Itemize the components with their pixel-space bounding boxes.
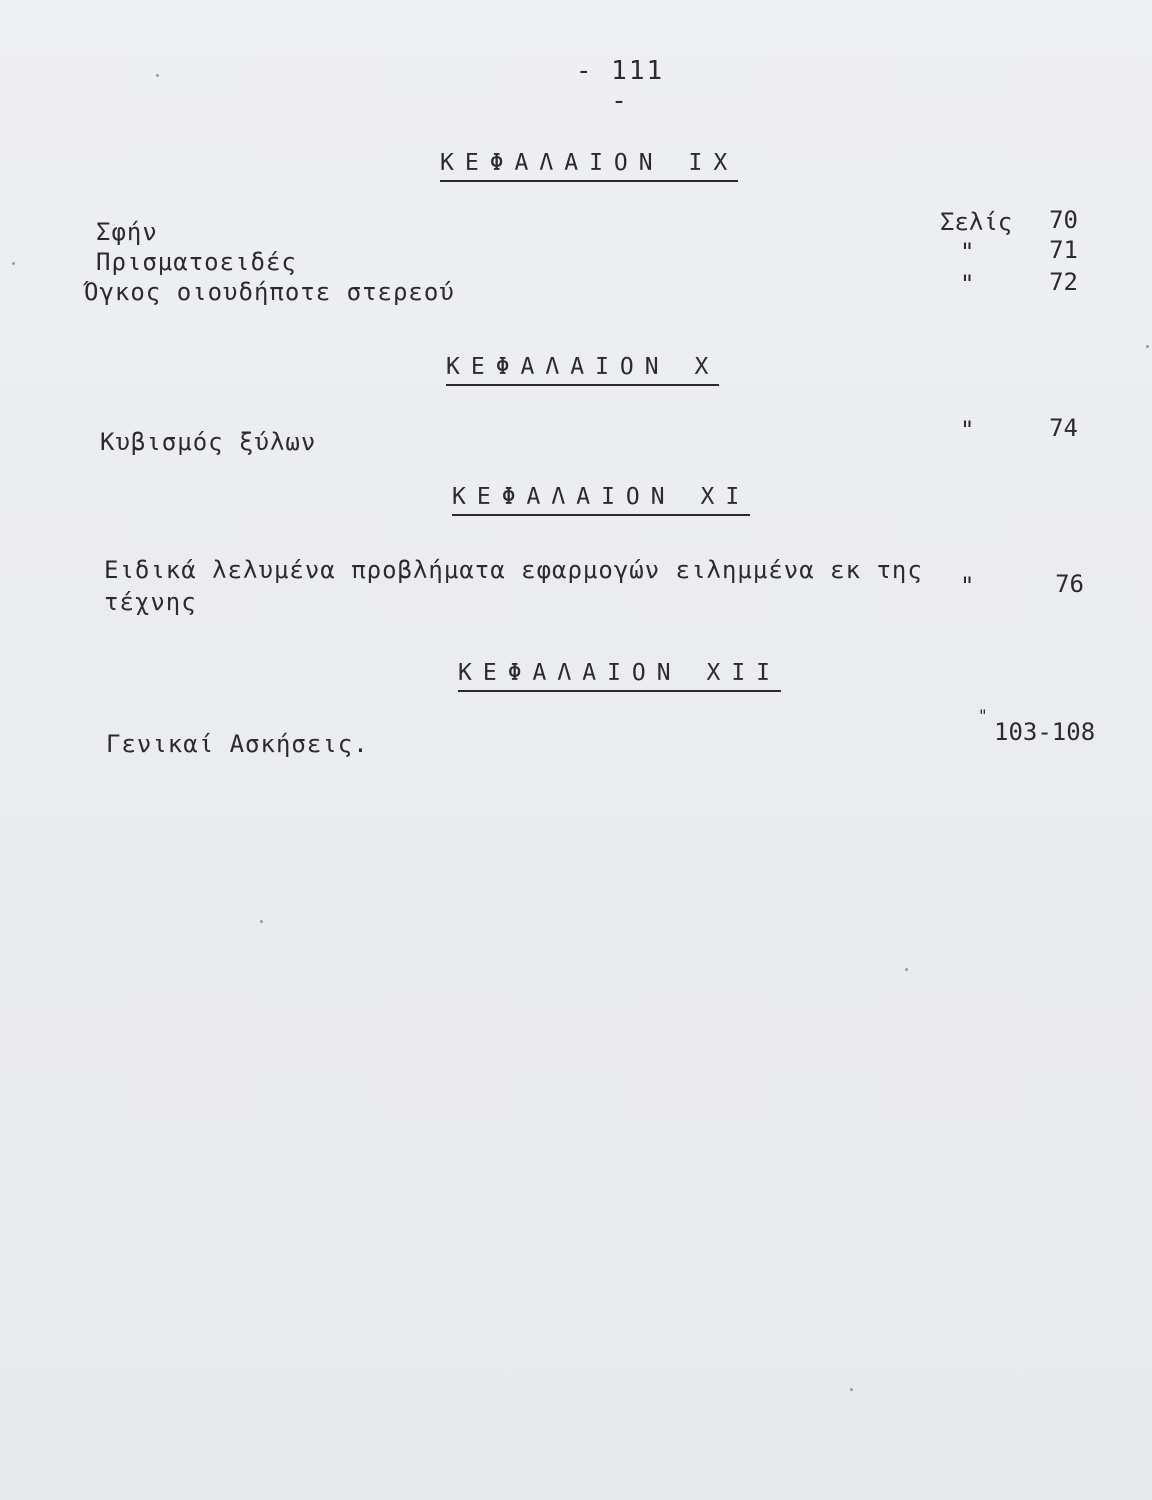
toc-entry-page: 71 [1049, 236, 1078, 264]
paper-speck [260, 920, 263, 923]
toc-entry-ref: " [960, 416, 975, 444]
toc-entry-page: 74 [1049, 414, 1078, 442]
page-number: - 111 - [575, 56, 665, 116]
toc-entry-page: 70 [1049, 206, 1078, 234]
toc-entry-text: Όγκος οιουδήποτε στερεού [84, 278, 455, 306]
paper-speck [905, 968, 908, 971]
chapter-heading-xi: ΚΕΦΑΛΑΙΟΝ ΧΙ [452, 484, 750, 516]
toc-entry-page: 76 [1055, 570, 1084, 598]
toc-entry-ref: " [960, 572, 975, 600]
paper-speck [1146, 345, 1149, 348]
chapter-heading-xii: ΚΕΦΑΛΑΙΟΝ ΧΙΙ [458, 660, 781, 692]
toc-entry-text: Σφήν [96, 218, 158, 246]
toc-entry-ref: " [978, 706, 988, 725]
chapter-heading-ix: ΚΕΦΑΛΑΙΟΝ ΙΧ [440, 150, 738, 182]
paper-speck [12, 262, 15, 265]
paper-speck [850, 1388, 853, 1391]
toc-entry-page: 103-108 [994, 718, 1096, 746]
toc-entry-page: 72 [1049, 268, 1078, 296]
toc-entry-text: Πρισματοειδές [96, 248, 297, 276]
toc-entry-text: Γενικαί Ασκήσεις. [106, 730, 369, 758]
chapter-heading-x: ΚΕΦΑΛΑΙΟΝ Χ [446, 354, 719, 386]
paper-speck [156, 74, 159, 77]
toc-entry-ref: Σελίς [940, 208, 1013, 236]
toc-entry-text: Ειδικά λελυμένα προβλήματα εφαρμογών ειλημμένα εκ της τέχνης [104, 556, 923, 616]
toc-entry-ref: " [960, 270, 975, 298]
toc-entry-text: Κυβισμός ξύλων [100, 428, 317, 456]
toc-entry-ref: " [960, 238, 975, 266]
